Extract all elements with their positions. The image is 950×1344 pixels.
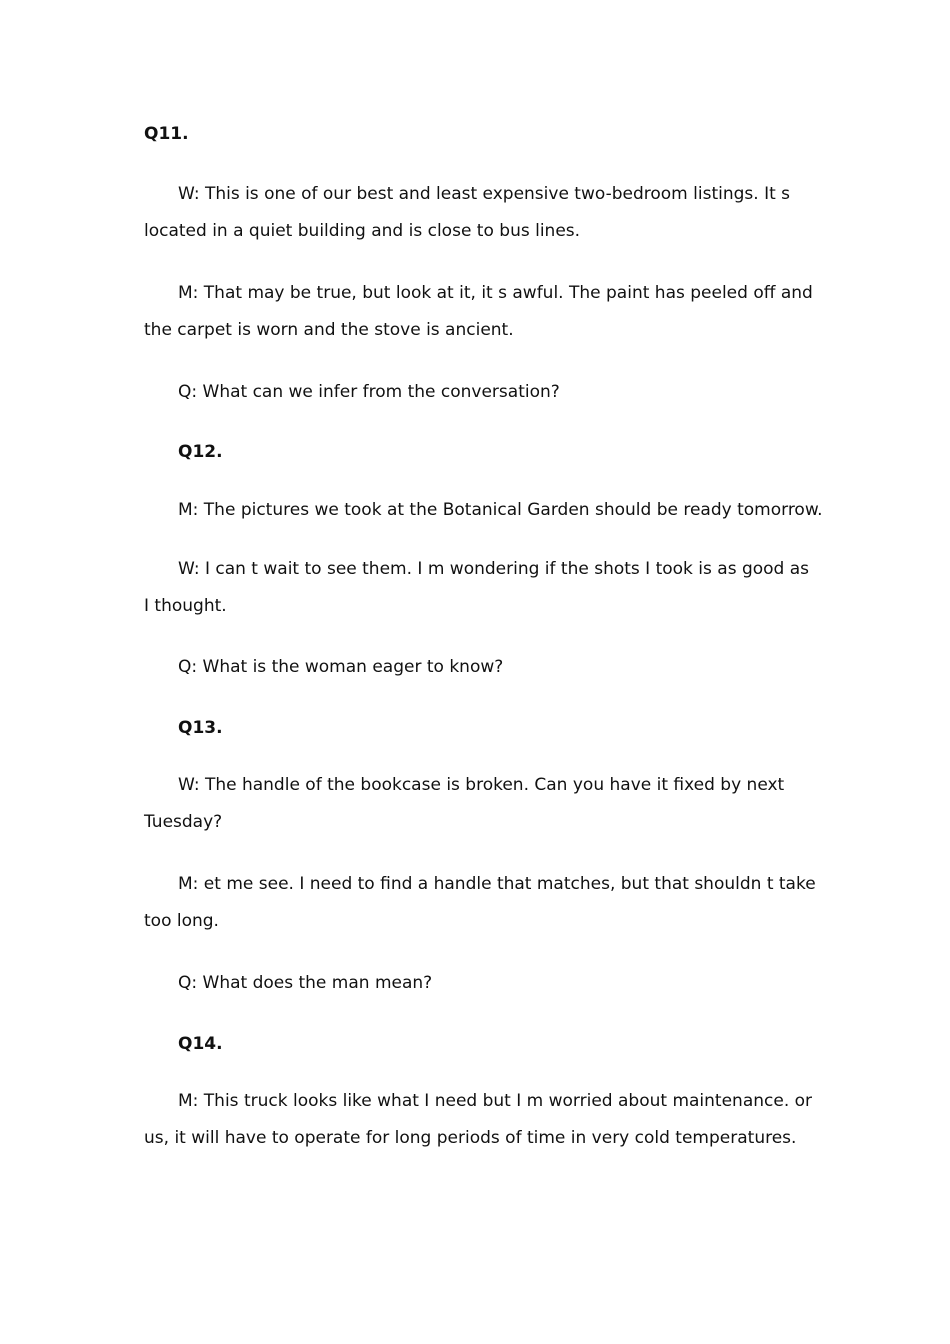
dialogue-line: M: This truck looks like what I need but I m worried about maintenance. or [178,1091,813,1111]
question-heading-q14: Q14. [178,1034,223,1054]
dialogue-paragraph [144,1083,836,1157]
dialogue-line: the carpet is worn and the stove is ancient. [144,320,514,340]
dialogue-paragraph [144,767,836,841]
dialogue-line: M: The pictures we took at the Botanical Garden should be ready tomorrow. [178,500,823,520]
dialogue-line: too long. [144,911,219,931]
dialogue-line: W: This is one of our best and least expensive two-bedroom listings. It s [178,184,791,204]
dialogue-line: located in a quiet building and is close to bus lines. [144,221,581,241]
dialogue-paragraph [144,551,836,625]
dialogue-line: M: et me see. I need to find a handle that matches, but that shouldn t take [178,874,816,894]
dialogue-paragraph [144,275,836,349]
question-paragraph [144,965,836,1002]
question-line: Q: What does the man mean? [178,973,433,993]
dialogue-line: W: The handle of the bookcase is broken. Can you have it fixed by next [178,775,785,795]
question-line: Q: What can we infer from the conversation? [178,382,560,402]
question-paragraph [144,374,836,411]
dialogue-line: M: That may be true, but look at it, it s awful. The paint has peeled off and [178,283,813,303]
dialogue-line: Tuesday? [144,812,223,832]
question-line: Q: What is the woman eager to know? [178,657,504,677]
question-heading-q12: Q12. [178,442,223,462]
dialogue-line: W: I can t wait to see them. I m wondering if the shots I took is as good as [178,559,810,579]
question-heading-q11: Q11. [144,124,189,144]
question-heading-q13: Q13. [178,718,223,738]
dialogue-line: I thought. [144,596,227,616]
dialogue-paragraph [144,492,836,529]
question-paragraph [144,649,836,686]
dialogue-paragraph [144,176,836,250]
dialogue-line: us, it will have to operate for long periods of time in very cold temperatures. [144,1128,797,1148]
dialogue-paragraph [144,866,836,940]
